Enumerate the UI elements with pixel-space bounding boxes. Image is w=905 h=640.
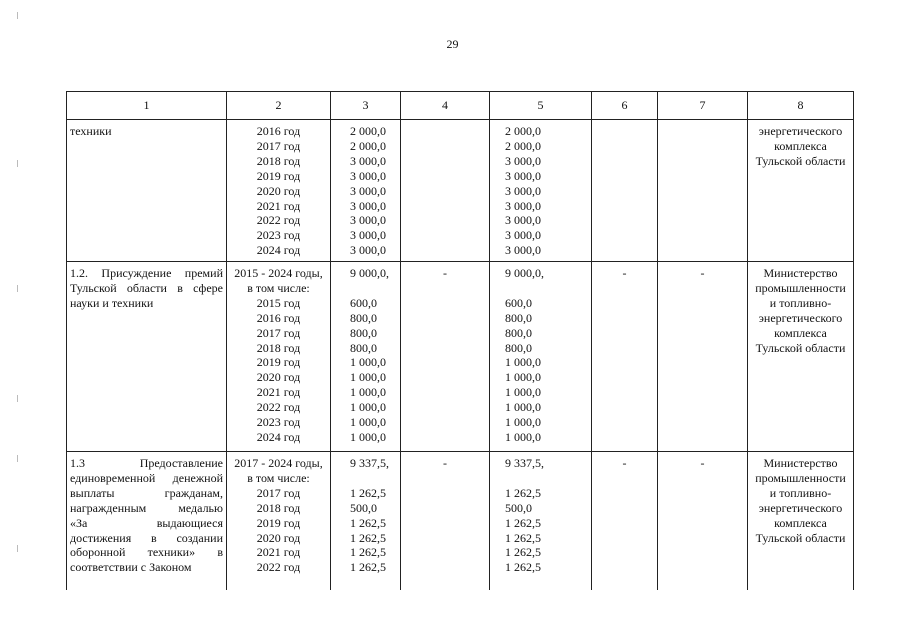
cell-line: Тульской области [755,340,846,355]
cell-line: 2020 год [256,530,301,545]
cell-line: 3 000,0 [505,198,541,213]
cell-line: достижения в создании [70,530,223,545]
cell-line: 1 000,0 [350,385,386,400]
col4-cell: - [401,262,490,452]
cell-line: 2021 год [256,545,301,560]
activity-cell [67,262,227,452]
period-cell [227,452,331,590]
cell-line: 3 000,0 [350,213,386,228]
cell-line: 2016 год [256,124,301,138]
cell-line: в том числе: [247,470,310,485]
cell-line: 500,0 [350,500,377,515]
column-header: 1 [67,92,227,120]
table-header-row [67,92,854,120]
cell-line: 2021 год [256,385,301,400]
cell-line: 3 000,0 [350,228,386,243]
cell-line: 1 262,5 [505,530,541,545]
cell-line: 2022 год [256,213,301,228]
col6-cell: - [592,262,658,452]
cell-line: 3 000,0 [505,153,541,168]
col4-cell: - [401,452,490,590]
page-number: 29 [446,37,459,51]
cell-line: 1 000,0 [505,385,541,400]
cell-line: 1 262,5 [505,545,541,560]
table-row [67,120,854,262]
responsible-cell [748,120,854,262]
cell-line: 2020 год [256,183,301,198]
cell-line: 1 262,5 [350,560,386,575]
cell-line: 1 262,5 [505,560,541,575]
regional-budget-cell [490,120,592,262]
column-header: 8 [748,92,854,120]
cell-line: 1 000,0 [350,355,386,370]
cell-line: 800,0 [350,310,377,325]
cell-line: 2016 год [256,310,301,325]
cell-line: 1 000,0 [350,429,386,444]
cell-line: 2018 год [256,340,301,355]
cell-line: 3 000,0 [350,183,386,198]
cell-line: 1 262,5 [350,485,386,500]
col7-cell: - [658,452,748,590]
cell-line: 600,0 [505,295,532,310]
cell-line: промышленности [755,280,846,295]
activity-cell [67,452,227,590]
cell-line [350,471,397,486]
cell-line: Тульской области в сфере [70,280,223,295]
cell-line: 2017 - 2024 годы, [234,456,323,470]
cell-line: 1.3 Предоставление [70,456,223,470]
cell-line: 9 337,5, [505,456,544,470]
total-amount-cell [331,120,401,262]
cell-line: 2022 год [256,400,301,415]
margin-mark [17,285,18,292]
cell-line: 1 262,5 [350,515,386,530]
cell-line: 1.2. Присуждение премий [70,266,223,280]
cell-line: 1 262,5 [350,545,386,560]
cell-line: 1 000,0 [505,355,541,370]
regional-budget-cell [490,262,592,452]
cell-line: 800,0 [350,340,377,355]
cell-line: 2 000,0 [505,138,541,153]
column-header: 3 [331,92,401,120]
cell-line: комплекса [774,138,827,153]
cell-line: 2023 год [256,415,301,430]
cell-line: 1 000,0 [505,400,541,415]
cell-line: 2 000,0 [505,124,541,138]
cell-line: 2024 год [256,243,301,258]
cell-line: 2015 год [256,295,301,310]
cell-line: и топливно- [769,295,832,310]
cell-line: 2021 год [256,198,301,213]
cell-line: в том числе: [247,280,310,295]
cell-line: 3 000,0 [505,183,541,198]
cell-line: 1 000,0 [505,415,541,430]
margin-mark [17,160,18,167]
responsible-cell [748,452,854,590]
margin-mark [17,12,18,19]
cell-line: промышленности [755,470,846,485]
col7-cell: - [658,262,748,452]
cell-line: 9 337,5, [350,456,389,470]
cell-line: 800,0 [505,340,532,355]
cell-line: Тульской области [755,530,846,545]
cell-line: 2 000,0 [350,138,386,153]
column-header: 7 [658,92,748,120]
column-header: 5 [490,92,592,120]
cell-line: 3 000,0 [505,213,541,228]
cell-line: комплекса [774,515,827,530]
cell-line: и топливно- [769,485,832,500]
cell-line: Тульской области [755,153,846,168]
budget-table [66,91,854,590]
cell-line [505,281,588,296]
col6-cell: - [592,452,658,590]
cell-line: единовременной денежной [70,470,223,485]
cell-line: 1 000,0 [505,429,541,444]
margin-mark [17,395,18,402]
cell-line: 2015 - 2024 годы, [234,266,323,280]
cell-line [505,471,588,486]
cell-line: 2018 год [256,500,301,515]
cell-line: 2022 год [256,560,301,575]
cell-line: науки и техники [70,295,154,310]
cell-line: 9 000,0, [505,266,544,280]
cell-line: 2017 год [256,138,301,153]
col6-cell [592,120,658,262]
cell-line: награжденным медалью [70,500,223,515]
cell-line: энергетического [758,310,843,325]
table-row [67,452,854,590]
cell-line: 2019 год [256,355,301,370]
cell-line: 600,0 [350,295,377,310]
cell-line: 1 262,5 [350,530,386,545]
cell-line: Министерство [763,266,838,280]
cell-line: 2019 год [256,168,301,183]
cell-line: 1 000,0 [505,370,541,385]
cell-line: 2018 год [256,153,301,168]
cell-line: 3 000,0 [350,168,386,183]
period-cell [227,262,331,452]
cell-line: энергетического [758,124,843,138]
cell-line: техники [70,124,112,138]
column-header: 6 [592,92,658,120]
cell-line: 1 262,5 [505,485,541,500]
cell-line: 2017 год [256,325,301,340]
cell-line: комплекса [774,325,827,340]
cell-line: 2024 год [256,429,301,444]
cell-line: 2019 год [256,515,301,530]
cell-line: 800,0 [505,325,532,340]
cell-line: 3 000,0 [505,228,541,243]
col7-cell [658,120,748,262]
cell-line: 3 000,0 [350,243,386,258]
cell-line [350,281,397,296]
cell-line: «За выдающиеся [70,515,223,530]
regional-budget-cell [490,452,592,590]
margin-mark [17,455,18,462]
total-amount-cell [331,452,401,590]
activity-cell [67,120,227,262]
cell-line: 9 000,0, [350,266,389,280]
cell-line: 1 000,0 [350,370,386,385]
cell-line: 2017 год [256,485,301,500]
column-header: 4 [401,92,490,120]
cell-line: 500,0 [505,500,532,515]
margin-mark [17,545,18,552]
cell-line: 2 000,0 [350,124,386,138]
cell-line: выплаты гражданам, [70,485,223,500]
cell-line: 2023 год [256,228,301,243]
cell-line: энергетического [758,500,843,515]
cell-line: оборонной техники» в [70,545,223,560]
responsible-cell [748,262,854,452]
cell-line: 3 000,0 [350,153,386,168]
period-cell [227,120,331,262]
table-row [67,262,854,452]
col4-cell [401,120,490,262]
cell-line: 1 262,5 [505,515,541,530]
cell-line: 3 000,0 [505,168,541,183]
cell-line: 3 000,0 [505,243,541,258]
cell-line: 800,0 [350,325,377,340]
cell-line: соответствии с Законом [70,560,192,575]
cell-line: 1 000,0 [350,415,386,430]
cell-line: 2020 год [256,370,301,385]
total-amount-cell [331,262,401,452]
cell-line: Министерство [763,456,838,470]
cell-line: 3 000,0 [350,198,386,213]
cell-line: 800,0 [505,310,532,325]
column-header: 2 [227,92,331,120]
cell-line: 1 000,0 [350,400,386,415]
